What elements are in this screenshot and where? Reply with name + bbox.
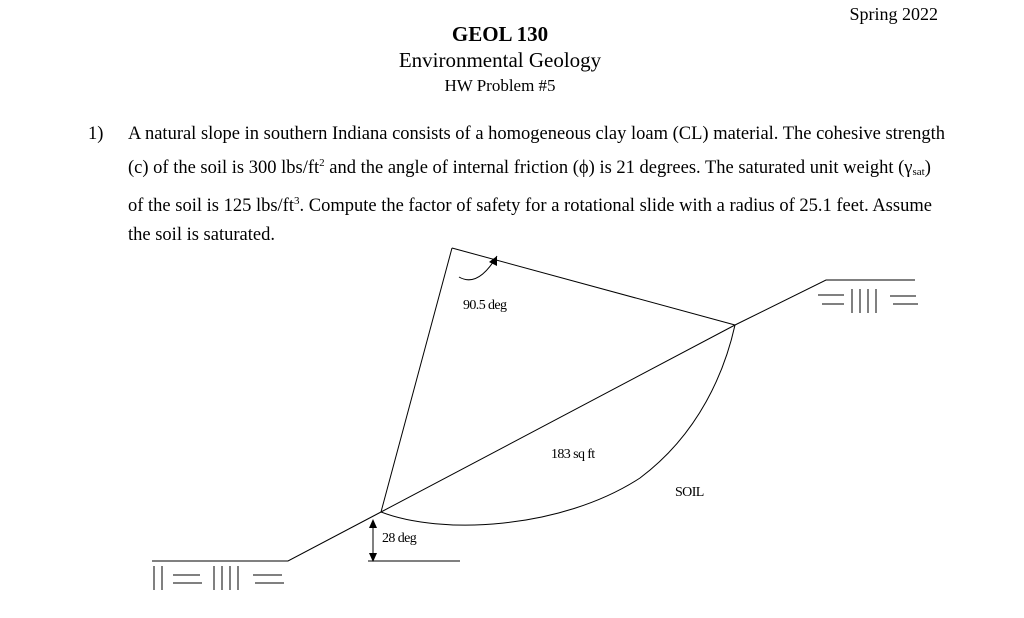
- superscript: 2: [319, 157, 325, 169]
- soil-label: SOIL: [675, 485, 704, 500]
- problem-number: 1): [88, 124, 104, 144]
- center-angle-arc: [459, 256, 497, 280]
- angle-arrowhead-top: [489, 256, 497, 266]
- water-table-symbol-left: [154, 566, 284, 590]
- subscript: sat: [912, 166, 925, 178]
- problem-text-part: A natural slope in southern Indiana consists of a homogeneous clay loam (CL) material. The cohesive strength (c) of the soil is 300 lbs/ft: [128, 124, 946, 178]
- radius-line-left: [381, 248, 452, 512]
- course-name: Environmental Geology: [398, 48, 602, 72]
- problem-text-part: ) of the soil is 125 lbs/ft: [128, 158, 931, 216]
- slope-angle-label: 28 deg: [382, 531, 417, 546]
- superscript: 3: [294, 195, 300, 207]
- water-table-symbol-right: [818, 289, 918, 313]
- assignment-title: HW Problem #5: [444, 76, 556, 95]
- course-code: GEOL 130: [451, 22, 549, 46]
- semester-label: Spring 2022: [849, 4, 938, 24]
- area-label: 183 sq ft: [551, 447, 595, 462]
- angle-arrowhead-bottom-up: [369, 519, 377, 528]
- center-angle-label: 90.5 deg: [463, 298, 507, 313]
- problem-text-part: and the angle of internal friction (ϕ) is 21 degrees. The saturated unit weight (γ: [324, 158, 913, 178]
- problem-text-part: . Compute the factor of safety for a rotational slide with a radius of 25.1 feet. Assume the soil is saturated.: [128, 196, 932, 245]
